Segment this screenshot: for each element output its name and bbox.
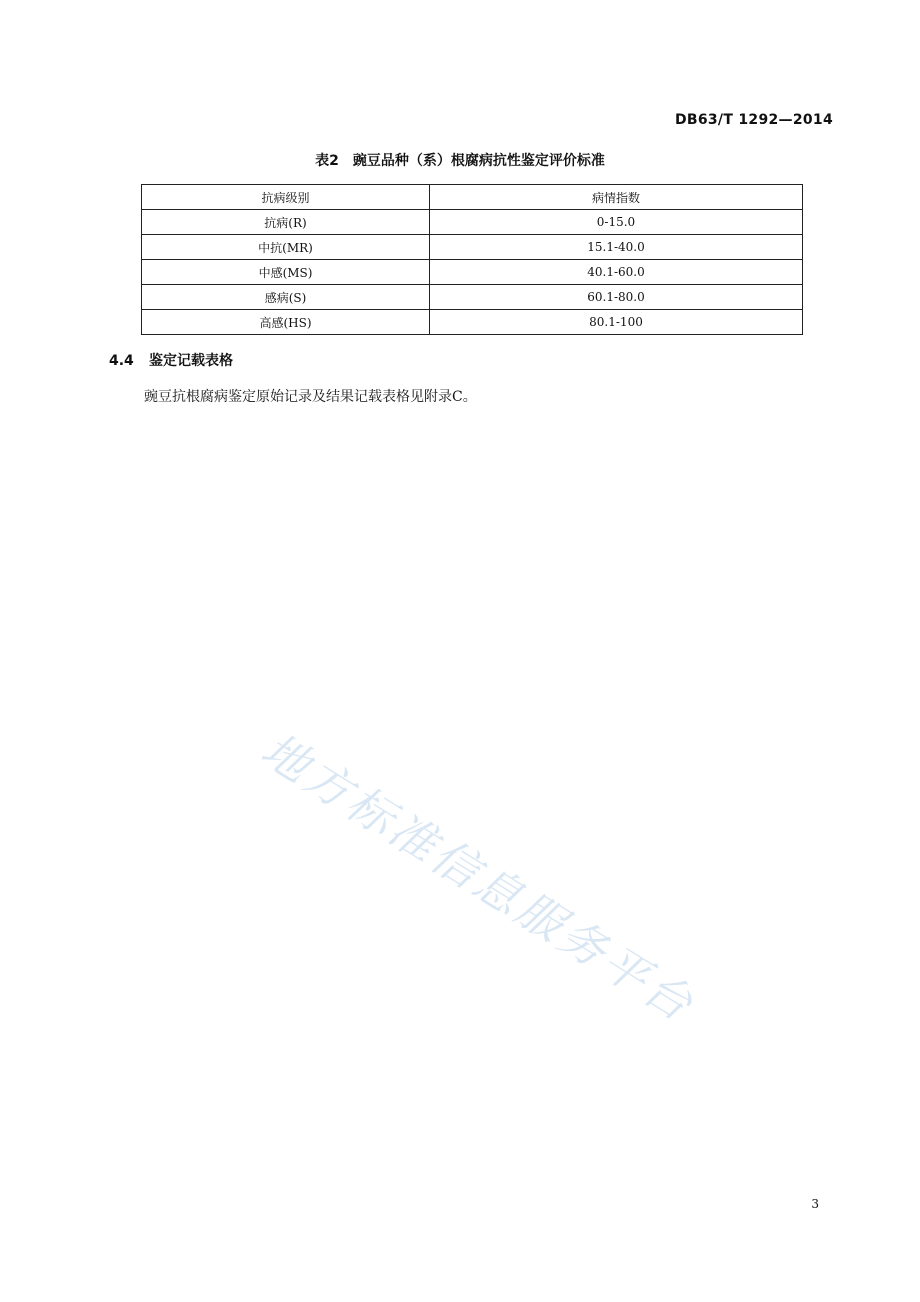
page-number: 3 [811, 1197, 819, 1211]
index-cell: 40.1-60.0 [430, 260, 803, 285]
section-body-text: 豌豆抗根腐病鉴定原始记录及结果记载表格见附录C。 [144, 389, 477, 405]
grade-cell: 中抗(MR) [142, 235, 430, 260]
grade-cell: 抗病(R) [142, 210, 430, 235]
table-row [142, 235, 803, 260]
table-row [142, 210, 803, 235]
column-header-index: 病情指数 [430, 185, 803, 210]
grade-cell: 感病(S) [142, 285, 430, 310]
grade-cell: 中感(MS) [142, 260, 430, 285]
document-code: DB63/T 1292—2014 [674, 112, 833, 128]
index-cell: 15.1-40.0 [430, 235, 803, 260]
index-cell: 60.1-80.0 [430, 285, 803, 310]
grade-cell: 高感(HS) [142, 310, 430, 335]
resistance-grade-table [141, 184, 803, 335]
section-heading [109, 350, 233, 370]
table-number: 表2 [315, 153, 339, 169]
table-row [142, 310, 803, 335]
index-cell: 0-15.0 [430, 210, 803, 235]
index-cell: 80.1-100 [430, 310, 803, 335]
table-title-text: 豌豆品种（系）根腐病抗性鉴定评价标准 [352, 153, 605, 169]
section-title: 鉴定记载表格 [149, 353, 233, 369]
table-row [142, 285, 803, 310]
watermark: 地方标准信息服务平台 [252, 722, 705, 1033]
section-number: 4.4 [109, 353, 134, 369]
table-title [0, 150, 920, 170]
table-row [142, 260, 803, 285]
column-header-grade: 抗病级别 [142, 185, 430, 210]
table-header-row [142, 185, 803, 210]
